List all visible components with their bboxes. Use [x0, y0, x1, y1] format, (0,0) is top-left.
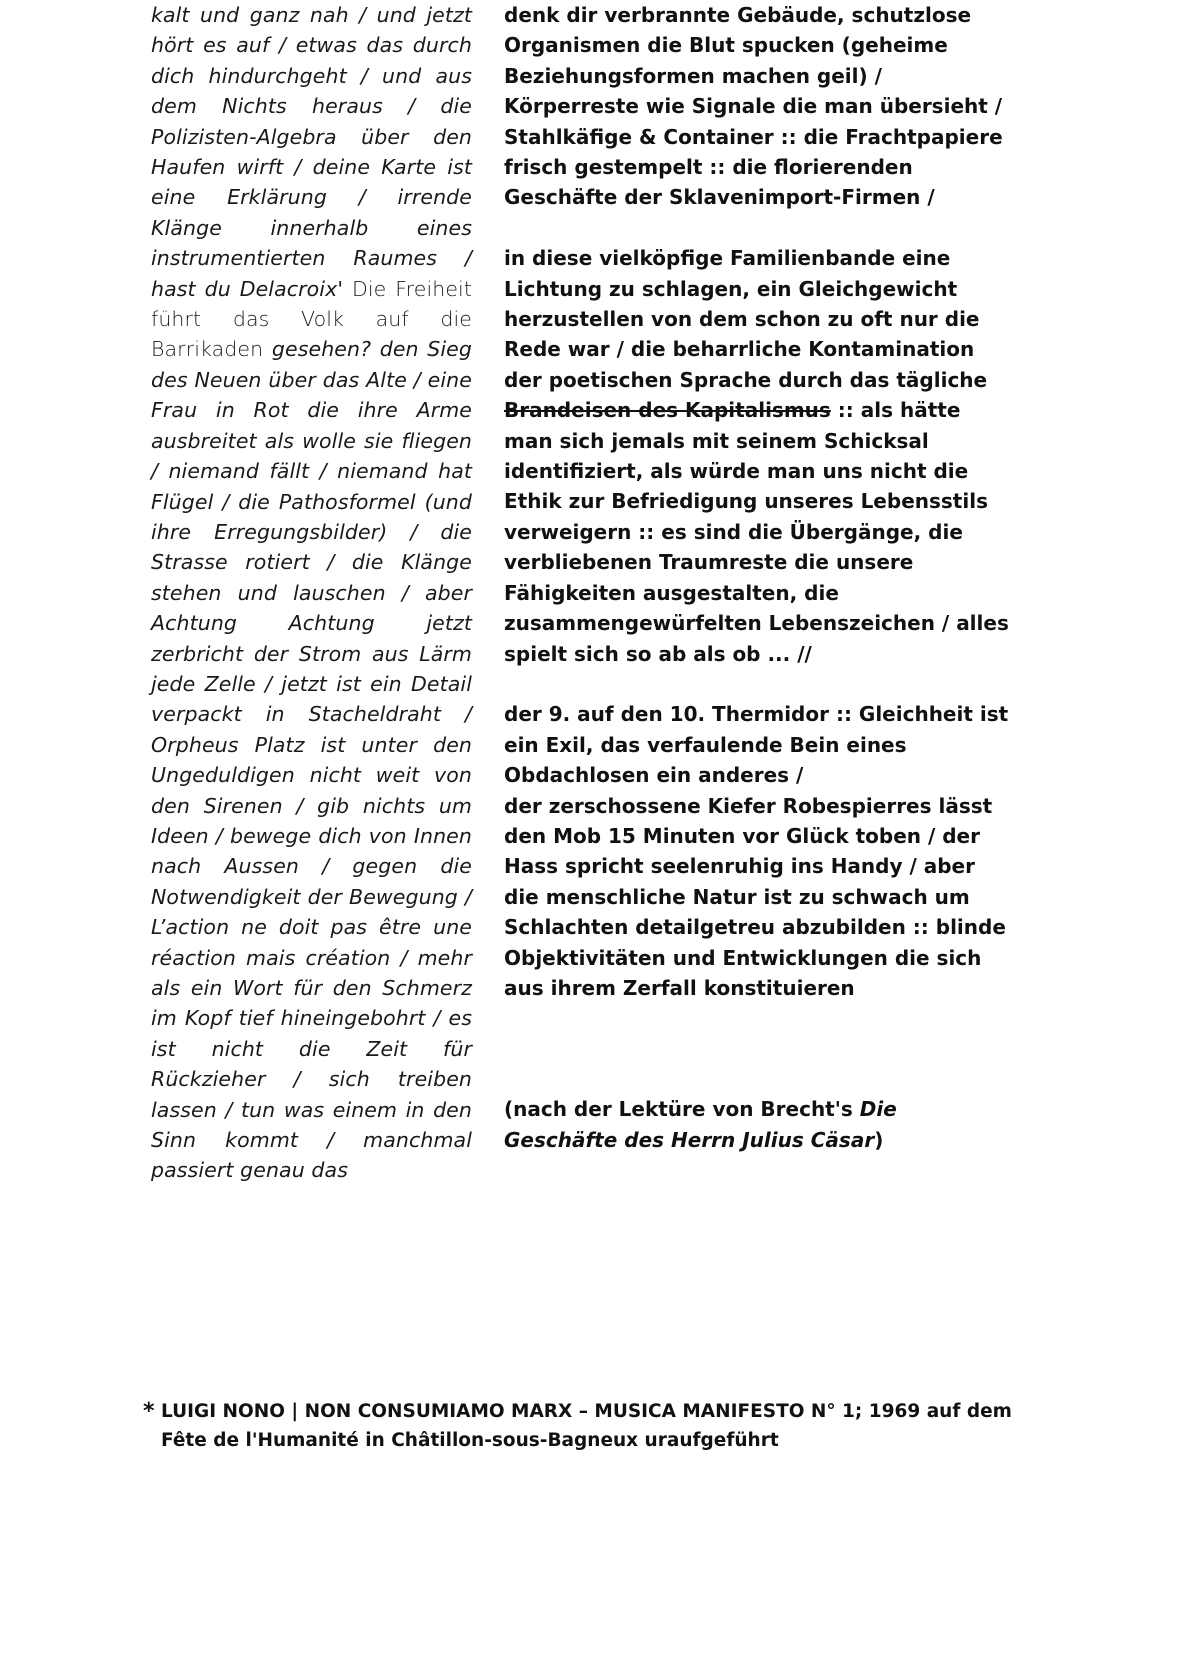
- stanza-2-text-after-strike: :: als hätte man sich jemals mit seinem Schicksal identifiziert, als würde man uns nicht die Ethik zur Befriedigung unseres Lebensstils verweigern :: es sind die Übergänge, die verbliebenen Traumreste die unsere Fähigkeiten ausgestalten, die zusammengewürfelten Lebenszeichen / alles spielt sich so ab als ob ... //: [504, 398, 1009, 666]
- right-poem-column: [504, 0, 1014, 1155]
- stanza-3-line-2: der zerschossene Kiefer Robespierres lässt den Mob 15 Minuten vor Glück toben / der Hass spricht seelenruhig ins Handy / aber die menschliche Natur ist zu schwach um Schlachten detailgetreu abzubilden :: blinde Objektivitäten und Entwicklungen die sich aus ihrem Zerfall konstituieren: [504, 793, 1006, 1000]
- source-note-prefix: (nach der Lektüre von Brecht's: [504, 1097, 853, 1122]
- painting-title: Die Freiheit führt das Volk auf die Barrikaden: [151, 276, 472, 362]
- stanza-gap: [504, 669, 1014, 699]
- stanza-2: [504, 243, 1014, 669]
- stanza-1: denk dir verbrannte Gebäude, schutzlose Organismen die Blut spucken (geheime Beziehungsformen machen geil) / Körperreste wie Signale die man übersieht / Stahlkäfige & Container :: die Frachtpapiere frisch gestempelt :: die florierenden Geschäfte der Sklavenimport-Firmen /: [504, 3, 1003, 210]
- source-work-title: Die Geschäfte des Herrn Julius Cäsar: [504, 1097, 897, 1152]
- struck-through-phrase: Brandeisen des Kapitalismus: [504, 398, 831, 423]
- source-note: [504, 1094, 1014, 1155]
- stanza-2-text-before-strike: in diese vielköpfige Familienbande eine Lichtung zu schlagen, ein Gleichgewicht herzustellen von dem schon zu oft nur die Rede war / die beharrliche Kontamination der poetischen Sprache durch das tägliche: [504, 246, 988, 392]
- left-poem-column: [151, 0, 472, 1186]
- stanza-3-line-1: der 9. auf den 10. Thermidor :: Gleichheit ist ein Exil, das verfaulende Bein eines Obdachlosen ein anderes /: [504, 702, 1009, 788]
- left-text-after-work: gesehen? den Sieg des Neuen über das Alte / eine Frau in Rot die ihre Arme ausbreitet als wolle sie fliegen / niemand fällt / niemand hat Flügel / die Pathosformel (und ihre Erregungsbilder) / die Strasse rotiert / die Klänge stehen und lauschen / aber Achtung Achtung jetzt zerbricht der Strom aus Lärm jede Zelle / jetzt ist ein Detail verpackt in Stacheldraht / Orpheus Platz ist unter den Ungeduldigen nicht weit von den Sirenen / gib nichts um Ideen / bewege dich von Innen nach Aussen / gegen die Notwendigkeit der Bewegung / L’action ne doit pas être une réaction mais création / mehr als ein Wort für den Schmerz im Kopf tief hineingebohrt / es ist nicht die Zeit für Rückzieher / sich treiben lassen / tun was einem in den Sinn kommt / manchmal passiert genau das: [151, 337, 472, 1183]
- source-note-suffix: ): [874, 1127, 884, 1152]
- stanza-gap: [504, 213, 1014, 243]
- footnote-text: LUIGI NONO | NON CONSUMIAMO MARX – MUSICA MANIFESTO N° 1; 1969 auf dem Fête de l'Humanité in Châtillon-sous-Bagneux uraufgeführt: [161, 1401, 1012, 1451]
- source-gap: [504, 1003, 1014, 1094]
- footnote: [143, 1397, 1023, 1455]
- left-text-before-work: kalt und ganz nah / und jetzt hört es auf / etwas das durch dich hindurchgeht / und aus dem Nichts heraus / die Polizisten-Algebra über den Haufen wirft / deine Karte ist eine Erklärung / irrende Klänge innerhalb eines instrumentierten Raumes / hast du Delacroix': [151, 3, 472, 301]
- footnote-asterisk: *: [143, 1399, 155, 1424]
